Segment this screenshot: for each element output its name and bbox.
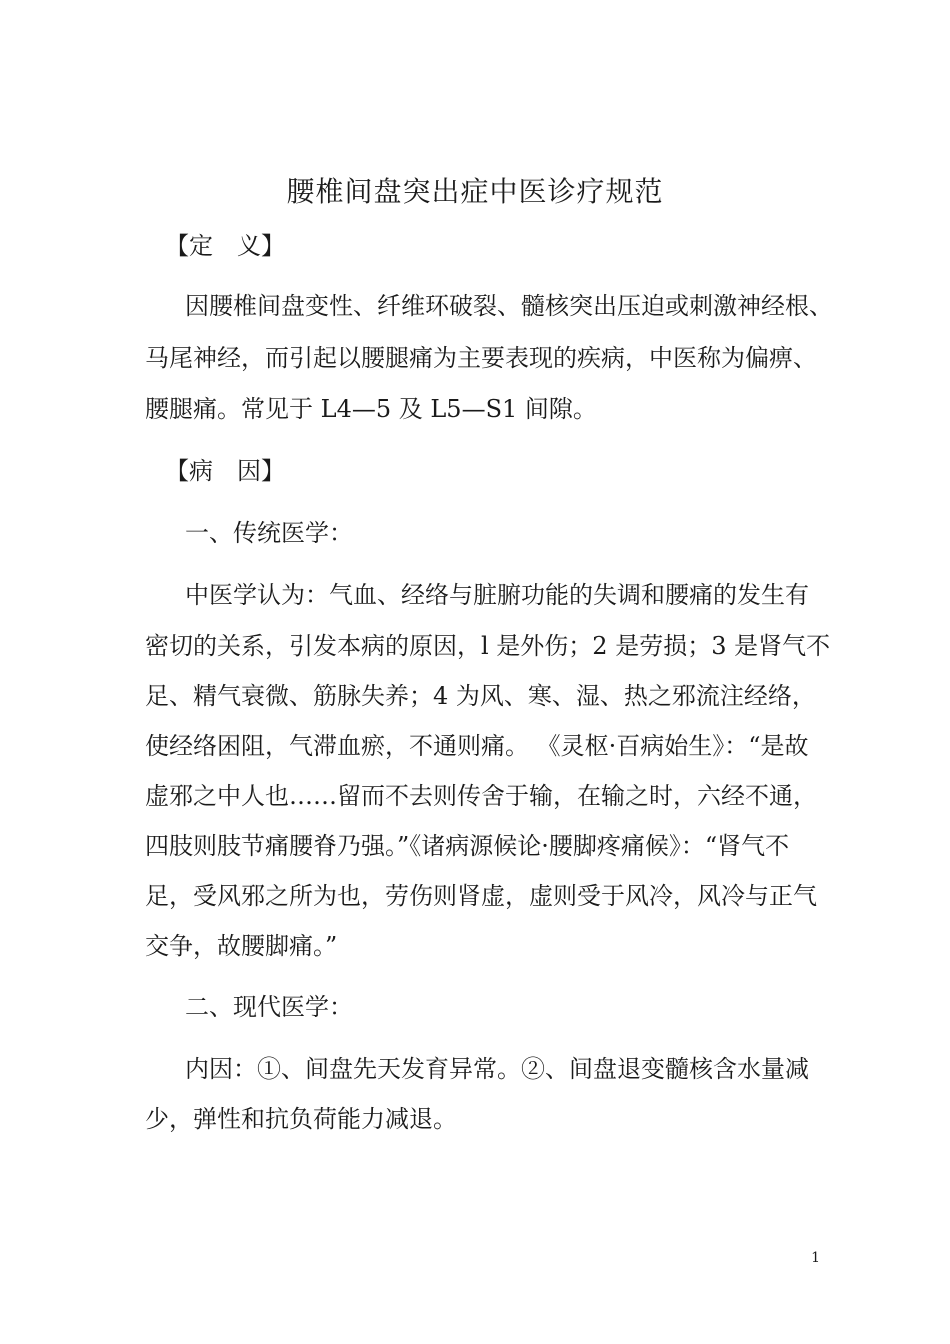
modern-line-2: 少，弹性和抗负荷能力减退。 (145, 1105, 457, 1133)
subheading-traditional: 一、传统医学： (185, 519, 353, 547)
document-title: 腰椎间盘突出症中医诊疗规范 (286, 175, 664, 208)
traditional-line-5: 虚邪之中人也……留而不去则传舍于输，在输之时，六经不通， (145, 782, 817, 810)
definition-line-2: 马尾神经，而引起以腰腿痛为主要表现的疾病，中医称为偏痹、 (145, 344, 817, 372)
section-heading-definition: 【定 义】 (165, 232, 285, 260)
definition-line-1: 因腰椎间盘变性、纤维环破裂、髓核突出压迫或刺激神经根、 (185, 292, 833, 320)
definition-line-3: 腰腿痛。常见于 L4—5 及 L5—S1 间隙。 (145, 395, 597, 423)
traditional-line-7: 足，受风邪之所为也，劳伤则肾虚，虚则受于风冷，风冷与正气 (145, 882, 817, 910)
traditional-line-6: 四肢则肢节痛腰脊乃强。”《诸病源候论·腰脚疼痛候》：“肾气不 (145, 832, 790, 860)
traditional-line-1: 中医学认为：气血、经络与脏腑功能的失调和腰痛的发生有 (185, 581, 809, 609)
section-heading-cause: 【病 因】 (165, 457, 285, 485)
traditional-line-2: 密切的关系，引发本病的原因，l 是外伤；2 是劳损；3 是肾气不 (145, 632, 831, 660)
subheading-modern: 二、现代医学： (185, 993, 353, 1021)
traditional-line-4: 使经络困阻，气滞血瘀，不通则痛。 《灵枢·百病始生》：“是故 (145, 732, 809, 760)
page-number: 1 (811, 1250, 820, 1266)
traditional-line-3: 足、精气衰微、筋脉失养；4 为风、寒、湿、热之邪流注经络， (145, 682, 816, 710)
modern-line-1: 内因：①、间盘先天发育异常。②、间盘退变髓核含水量减 (185, 1055, 809, 1083)
traditional-line-8: 交争，故腰脚痛。” (145, 932, 338, 960)
